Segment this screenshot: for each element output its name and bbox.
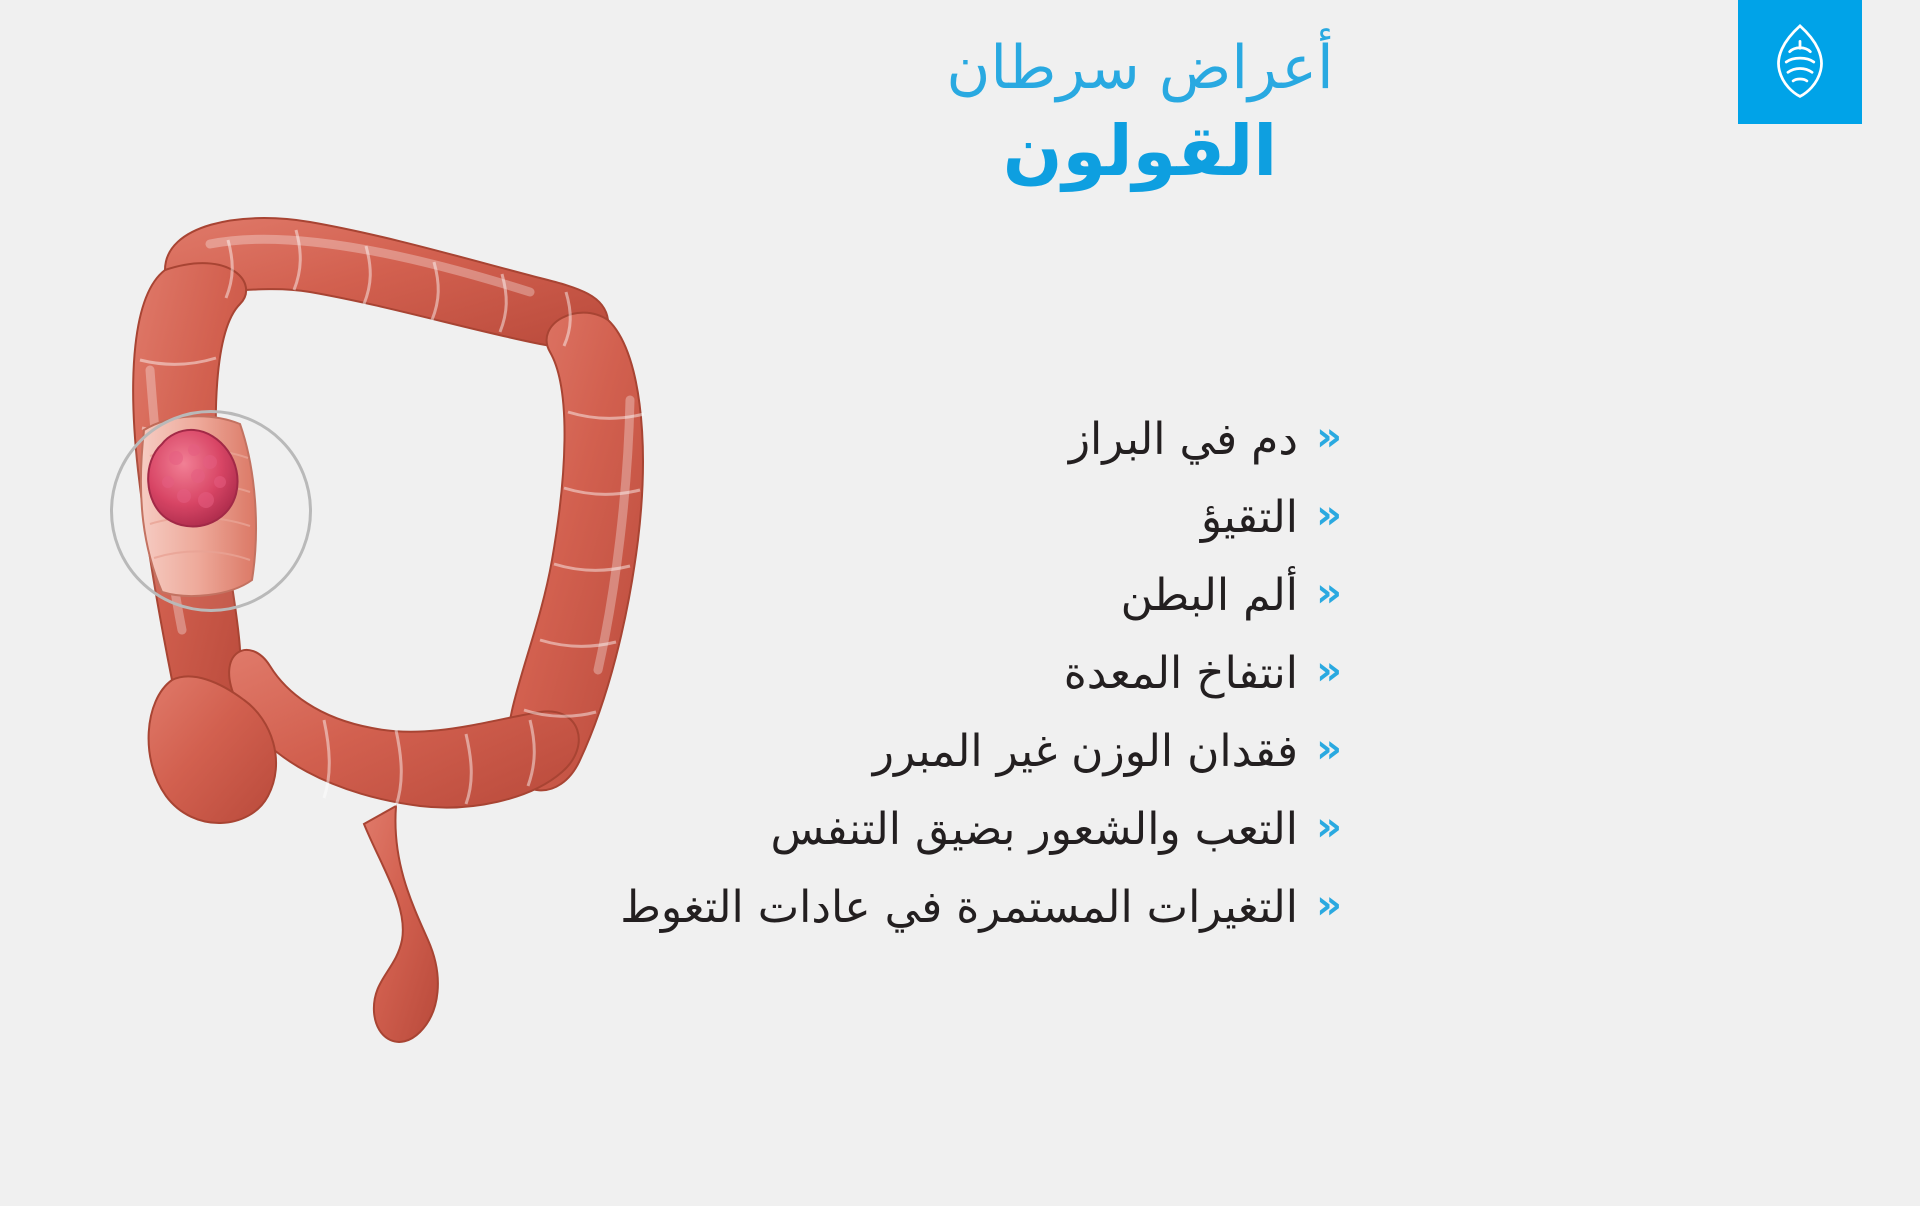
list-item bbox=[70, 790, 1360, 868]
list-item bbox=[70, 712, 1360, 790]
double-chevron-icon: « bbox=[1316, 804, 1342, 850]
list-item bbox=[70, 634, 1360, 712]
symptom-label: ألم البطن bbox=[1120, 569, 1298, 621]
symptom-label: التغيرات المستمرة في عادات التغوط bbox=[620, 881, 1298, 933]
double-chevron-icon: « bbox=[1316, 726, 1342, 772]
page-title bbox=[690, 34, 1590, 193]
list-item bbox=[70, 556, 1360, 634]
symptom-label: دم في البراز bbox=[1068, 413, 1298, 465]
title-line-1: أعراض سرطان bbox=[946, 33, 1334, 103]
list-item bbox=[70, 400, 1360, 478]
double-chevron-icon: « bbox=[1316, 882, 1342, 928]
double-chevron-icon: « bbox=[1316, 414, 1342, 460]
symptom-label: فقدان الوزن غير المبرر bbox=[872, 725, 1298, 777]
symptom-label: انتفاخ المعدة bbox=[1063, 647, 1298, 699]
list-item bbox=[70, 868, 1360, 946]
double-chevron-icon: « bbox=[1316, 492, 1342, 538]
list-item bbox=[70, 478, 1360, 556]
title-line-2: القولون bbox=[1002, 110, 1278, 192]
double-chevron-icon: « bbox=[1316, 570, 1342, 616]
symptom-label: التعب والشعور بضيق التنفس bbox=[770, 803, 1298, 855]
symptom-label: التقيؤ bbox=[1200, 491, 1298, 543]
aljazeera-logo bbox=[1738, 0, 1862, 124]
aljazeera-logo-icon bbox=[1757, 19, 1843, 105]
symptoms-list bbox=[70, 400, 1360, 946]
double-chevron-icon: « bbox=[1316, 648, 1342, 694]
